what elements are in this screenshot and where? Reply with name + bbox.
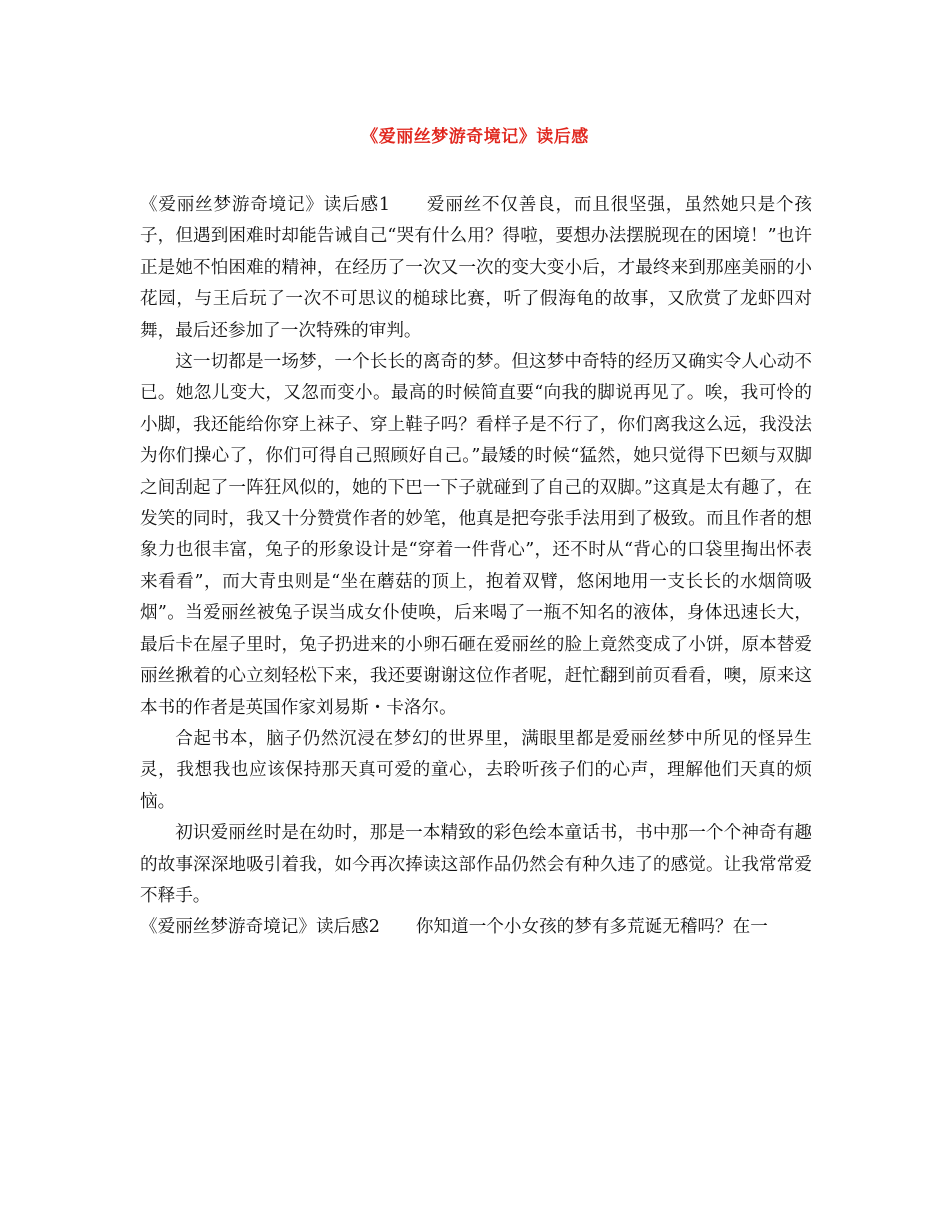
paragraph: 初识爱丽丝时是在幼时，那是一本精致的彩色绘本童话书，书中那一个个神奇有趣的故事深深地吸引着我，如今再次捧读这部作品仍然会有种久违了的感觉。让我常常爱不释手。 — [140, 823, 812, 906]
section-heading: 《爱丽丝梦游奇境记》读后感2 — [140, 917, 380, 938]
section-lead-text: 你知道一个小女孩的梦有多荒诞无稽吗？在一 — [415, 917, 768, 938]
section-lead-text: 爱丽丝不仅善良，而且很坚强，虽然她只是个孩子，但遇到困难时却能告诫自己“哭有什么用？得啦，要想办法摆脱现在的困境！”也许正是她不怕困难的精神，在经历了一次又一次的变大变小后，才最终来到那座美丽的小花园，与王后玩了一次不可思议的槌球比赛，听了假海龟的故事，又欣赏了龙虾四对舞，最后还参加了一次特殊的审判。 — [140, 195, 812, 341]
paragraph: 这一切都是一场梦，一个长长的离奇的梦。但这梦中奇特的经历又确实令人心动不已。她忽儿变大，又忽而变小。最高的时候简直要“向我的脚说再见了。唉，我可怜的小脚，我还能给你穿上袜子、穿上鞋子吗？看样子是不行了，你们离我这么远，我没法为你们操心了，你们可得自己照顾好自己。”最矮的时候“猛然，她只觉得下巴颏与双脚之间刮起了一阵狂风似的，她的下巴一下子就碰到了自己的双脚。”这真是太有趣了，在发笑的同时，我又十分赞赏作者的妙笔，他真是把夸张手法用到了极致。而且作者的想象力也很丰富，兔子的形象设计是“穿着一件背心”，还不时从“背心的口袋里掏出怀表来看看”，而大青虫则是“坐在蘑菇的顶上，抱着双臂，悠闲地用一支长长的水烟筒吸烟”。当爱丽丝被兔子误当成女仆使唤，后来喝了一瓶不知名的液体，身体迅速长大，最后卡在屋子里时，兔子扔进来的小卵石砸在爱丽丝的脸上竟然变成了小饼，原本替爱丽丝揪着的心立刻轻松下来，我还要谢谢这位作者呢，赶忙翻到前页看看，噢，原来这本书的作者是英国作家刘易斯・卡洛尔。 — [140, 352, 812, 718]
section-1-opening — [140, 190, 812, 347]
document-body — [140, 190, 812, 944]
section-2-opening — [140, 912, 812, 943]
paragraph: 合起书本，脑子仍然沉浸在梦幻的世界里，满眼里都是爱丽丝梦中所见的怪异生灵，我想我也应该保持那天真可爱的童心，去聆听孩子们的心声，理解他们天真的烦恼。 — [140, 728, 812, 812]
section-heading: 《爱丽丝梦游奇境记》读后感1 — [140, 195, 391, 215]
document-title: 《爱丽丝梦游奇境记》读后感 — [361, 127, 589, 147]
